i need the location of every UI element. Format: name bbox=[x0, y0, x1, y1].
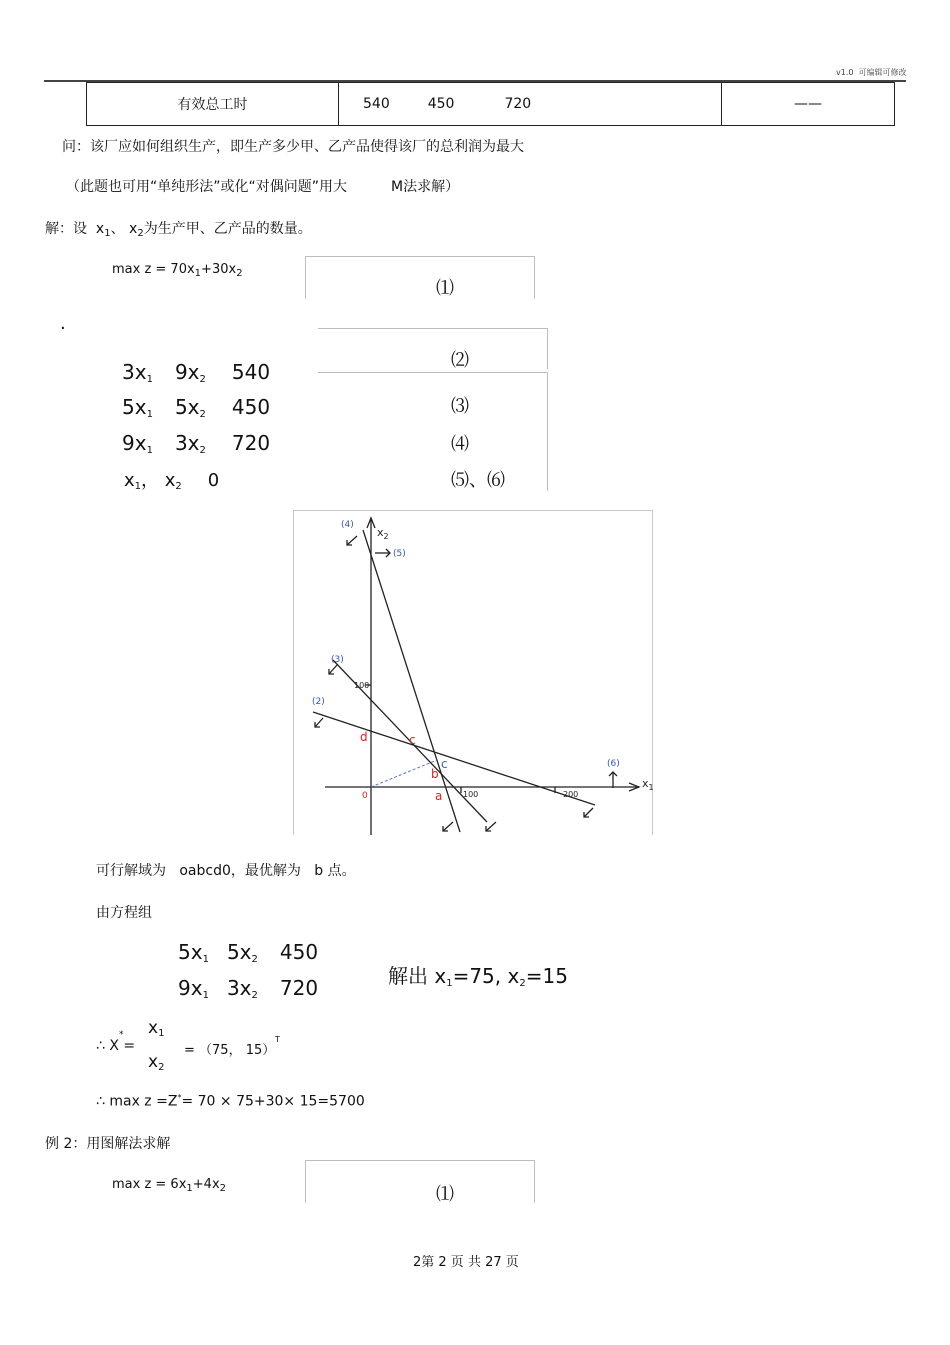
c3-sub1: 1 bbox=[146, 409, 153, 420]
work-hours-table bbox=[86, 82, 895, 126]
value-450: 450 bbox=[427, 96, 455, 112]
tick-label-y-100: 100 bbox=[354, 681, 370, 690]
sys1-term2: 5x bbox=[226, 940, 252, 964]
value-720: 720 bbox=[504, 96, 532, 112]
eq-number-4: ⑷ bbox=[451, 434, 469, 455]
solve-mid: =75, x bbox=[452, 964, 520, 988]
x1-label-sub: 1 bbox=[648, 783, 654, 792]
feasible-region-graph bbox=[293, 510, 654, 835]
line-label-4: (4) bbox=[341, 520, 354, 530]
xstar-x1 bbox=[148, 1018, 164, 1039]
xstar-prefix bbox=[96, 1038, 135, 1054]
xstar-transpose: T bbox=[275, 1035, 280, 1044]
system-intro: 由方程组 bbox=[96, 905, 152, 921]
point-a-label: a bbox=[435, 789, 443, 803]
sys2-term2: 3x bbox=[226, 976, 252, 1000]
c56-term1: x bbox=[124, 470, 135, 491]
var-x1-sub: 1 bbox=[104, 228, 111, 239]
eq-number-ex2-1: ⑴ bbox=[436, 1184, 454, 1205]
method-note-part1: （此题也可用“单纯形法”或化“对偶问题”用大 bbox=[66, 179, 348, 195]
zstar-line bbox=[96, 1093, 365, 1110]
sys1-term1: 5x bbox=[178, 940, 203, 964]
var-x1: x bbox=[95, 221, 105, 237]
sys2-sub2: 2 bbox=[251, 990, 258, 1001]
objective-2-sub2: 2 bbox=[219, 1183, 227, 1194]
row-label-cell: 有效总工时 bbox=[87, 83, 339, 126]
solution-prefix: 解：设 bbox=[45, 221, 87, 237]
page-footer: 2第 2 页 共 27 页 bbox=[413, 1255, 519, 1270]
feasible-text-b: oabcd0，最优解为 bbox=[179, 863, 301, 879]
example-2-title: 例 2：用图解法求解 bbox=[45, 1136, 171, 1152]
c4-rhs: 720 bbox=[231, 431, 271, 455]
c3-sub2: 2 bbox=[199, 409, 206, 420]
objective-2-rest: +4x bbox=[192, 1177, 220, 1192]
constraint-box-main bbox=[318, 372, 548, 491]
eq-number-box-2 bbox=[305, 1160, 535, 1203]
constraint-box-top bbox=[318, 328, 548, 369]
c2-term2: 9x bbox=[174, 360, 200, 384]
eq-number-2: ⑵ bbox=[451, 350, 469, 371]
c2-rhs: 540 bbox=[231, 360, 271, 384]
c4-term1: 9x bbox=[122, 431, 147, 455]
objective-1-text: max z = 70x bbox=[112, 262, 195, 277]
row-dash-cell: —— bbox=[722, 83, 895, 126]
c3-term1: 5x bbox=[122, 395, 147, 419]
constraint-4 bbox=[122, 431, 270, 456]
objective-1 bbox=[112, 262, 243, 279]
x1-label-main: x bbox=[642, 777, 649, 790]
c56-rhs: 0 bbox=[207, 470, 220, 491]
objective-1-sub2: 2 bbox=[236, 268, 243, 279]
point-d-label: d bbox=[360, 730, 368, 744]
objective-2-text: max z = 6x bbox=[112, 1177, 187, 1192]
sys2-sub1: 1 bbox=[202, 990, 209, 1001]
xstar-x2 bbox=[148, 1052, 164, 1073]
eq-number-5-6: ⑸、⑹ bbox=[451, 470, 505, 491]
var-x2-sub: 2 bbox=[137, 228, 144, 239]
c3-rhs: 450 bbox=[231, 395, 271, 419]
c56-term2: ， x bbox=[141, 470, 176, 491]
solve-prefix: 解出 x bbox=[388, 964, 447, 988]
solve-end: =15 bbox=[525, 964, 568, 988]
solve-result bbox=[388, 960, 568, 989]
sys2-term1: 9x bbox=[178, 976, 203, 1000]
tick-label-x-100: 100 bbox=[463, 790, 479, 799]
line-label-5: (5) bbox=[393, 549, 406, 559]
point-c-label: c bbox=[409, 733, 416, 747]
method-note bbox=[66, 176, 459, 196]
c3-term2: 5x bbox=[174, 395, 200, 419]
c56-sub1: 1 bbox=[134, 481, 142, 492]
xstar-x2-main: x bbox=[148, 1052, 159, 1072]
method-note-part2: M法求解） bbox=[391, 179, 460, 195]
xstar-x2-sub: 2 bbox=[158, 1062, 165, 1073]
solution-suffix: 为生产甲、乙产品的数量。 bbox=[143, 221, 312, 237]
constraint-3 bbox=[122, 395, 270, 420]
feasible-text-a: 可行解域为 bbox=[96, 863, 166, 879]
var-sep: 、 bbox=[110, 221, 125, 237]
c2-sub1: 1 bbox=[146, 374, 153, 385]
version-label: v1.0 bbox=[836, 68, 854, 77]
xstar-x1-sub: 1 bbox=[158, 1028, 165, 1039]
x2-label-sub: 2 bbox=[383, 532, 389, 541]
system-eq-1 bbox=[178, 940, 318, 965]
line-label-6: (6) bbox=[607, 759, 620, 769]
solve-sub2: 2 bbox=[519, 978, 526, 989]
sys2-rhs: 720 bbox=[279, 976, 319, 1000]
point-c-prime-label: c bbox=[441, 757, 448, 771]
sys1-sub2: 2 bbox=[251, 954, 258, 965]
feasible-region-text bbox=[96, 860, 356, 880]
solution-intro bbox=[45, 218, 312, 239]
objective-1-rest: +30x bbox=[201, 262, 237, 277]
c2-term1: 3x bbox=[122, 360, 147, 384]
eq-number-box-1 bbox=[305, 256, 535, 299]
feasible-text-c: b 点。 bbox=[314, 863, 356, 879]
line-label-2: (2) bbox=[312, 697, 325, 707]
x2-label-main: x bbox=[377, 526, 384, 539]
system-eq-2 bbox=[178, 976, 318, 1001]
editable-label: 可编辑可修改 bbox=[858, 68, 907, 77]
constraint-2 bbox=[122, 360, 270, 385]
origin-label: 0 bbox=[362, 791, 368, 801]
line-label-3: (3) bbox=[331, 655, 344, 665]
constraint-5-6 bbox=[124, 466, 219, 492]
solve-sub1: 1 bbox=[446, 978, 453, 989]
zstar-text: ∴ max z =Z bbox=[96, 1093, 178, 1110]
table-row bbox=[87, 83, 895, 126]
xstar-prefix-text: ∴ X = bbox=[96, 1038, 136, 1054]
value-540: 540 bbox=[363, 96, 390, 112]
sys1-rhs: 450 bbox=[279, 940, 319, 964]
sys1-sub1: 1 bbox=[202, 954, 209, 965]
c56-sub2: 2 bbox=[175, 481, 182, 492]
objective-2-sub1: 1 bbox=[186, 1183, 193, 1194]
zstar-rest: = 70 × 75+30× 15=5700 bbox=[181, 1093, 365, 1110]
eq-number-3: ⑶ bbox=[451, 396, 469, 417]
c2-sub2: 2 bbox=[199, 374, 206, 385]
point-b-label: b bbox=[431, 767, 439, 781]
eq-number-1: ⑴ bbox=[436, 278, 454, 299]
c4-term2: 3x bbox=[174, 431, 200, 455]
var-x2: x bbox=[129, 221, 138, 237]
c4-sub2: 2 bbox=[199, 445, 206, 456]
stray-dot: · bbox=[60, 318, 66, 339]
xstar-star: * bbox=[119, 1030, 124, 1040]
question-text: 问：该厂应如何组织生产，即生产多少甲、乙产品使得该厂的总利润为最大 bbox=[62, 139, 524, 155]
xstar-x1-main: x bbox=[148, 1018, 159, 1038]
xstar-value: = （75， 15） bbox=[184, 1043, 276, 1058]
objective-2 bbox=[112, 1177, 226, 1194]
c4-sub1: 1 bbox=[146, 445, 153, 456]
objective-1-sub1: 1 bbox=[194, 268, 202, 279]
row-values-cell bbox=[339, 83, 722, 126]
zstar-star: * bbox=[177, 1093, 182, 1102]
tick-label-x-200: 200 bbox=[563, 790, 579, 799]
